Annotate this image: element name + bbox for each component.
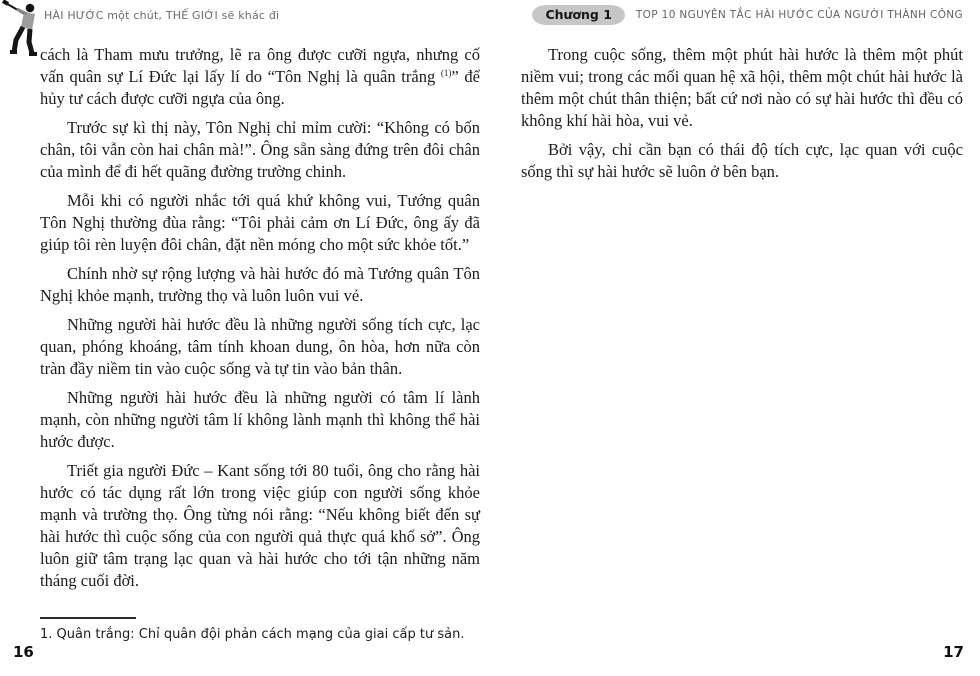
footnote: 1. Quân trắng: Chỉ quân đội phản cách mạng của giai cấp tư sản. xyxy=(40,627,465,642)
paragraph: Những người hài hước đều là những người có tâm lí lành mạnh, còn những người tâm lí không lành mạnh thì không thể hài hước được. xyxy=(40,388,480,451)
paragraph: Mỗi khi có người nhắc tới quá khứ không vui, Tướng quân Tôn Nghị thường đùa rằng: “Tôi phải cảm ơn Lí Đức, ông ấy đã giúp tôi rèn luyện đôi chân, đặt nền móng cho một sức khỏe tốt.” xyxy=(40,191,480,254)
paragraph-text: cách là Tham mưu trưởng, lẽ ra ông được cưỡi ngựa, nhưng cố vấn quân sự Lí Đức lại lấy lí do “Tôn Nghị là quân trắng xyxy=(40,45,480,86)
page-number-right: 17 xyxy=(943,643,964,661)
footnote-rule xyxy=(40,617,136,619)
footnote-marker: (1) xyxy=(440,68,452,78)
page-left-column xyxy=(40,44,480,599)
chapter-badge: Chương 1 xyxy=(532,5,624,25)
paragraph: Triết gia người Đức – Kant sống tới 80 tuổi, ông cho rằng hài hước có tác dụng rất lớn trong việc giúp con người sống khỏe mạnh và trường thọ. Ông từng nói rằng: “Nếu không biết đến sự hài hước thì cuộc sống của con người quả thực quá khổ sở”. Ông luôn giữ tâm trạng lạc quan và hài hước cho tới tận những năm tháng cuối đời. xyxy=(40,461,480,590)
golfer-icon xyxy=(2,0,42,58)
paragraph: Chính nhờ sự rộng lượng và hài hước đó mà Tướng quân Tôn Nghị khỏe mạnh, trường thọ và luôn luôn vui vẻ. xyxy=(40,264,480,305)
paragraph: Trong cuộc sống, thêm một phút hài hước là thêm một phút niềm vui; trong các mối quan hệ xã hội, thêm một chút hài hước là thêm một chút thân thiện; bất cứ nơi nào có sự hài hước thì đều có không khí hài hòa, vui vẻ. xyxy=(521,45,963,130)
page-right-column xyxy=(521,44,963,190)
paragraph-text: ” để hủy tư cách được cưỡi ngựa của ông. xyxy=(40,67,480,108)
left-running-title: HÀI HƯỚC một chút, THẾ GIỚI sẽ khác đi xyxy=(44,9,280,22)
paragraph: Bởi vậy, chỉ cần bạn có thái độ tích cực, lạc quan với cuộc sống thì sự hài hước sẽ luôn ở bên bạn. xyxy=(521,140,963,181)
right-running-title: TOP 10 NGUYÊN TẮC HÀI HƯỚC CỦA NGƯỜI THÀNH CÔNG xyxy=(635,9,963,21)
page-number-left: 16 xyxy=(13,643,34,661)
paragraph-continuation xyxy=(40,44,480,110)
right-running-header xyxy=(532,5,963,25)
paragraph: Trước sự kì thị này, Tôn Nghị chỉ mỉm cười: “Không có bốn chân, tôi vẫn còn hai chân mà!”. Ông sẵn sàng đứng trên đôi chân của mình để đi hết quãng đường trường chinh. xyxy=(40,118,480,181)
paragraph: Những người hài hước đều là những người sống tích cực, lạc quan, phóng khoáng, tâm tính khoan dung, ôn hòa, hơn nữa còn tràn đầy niềm tin vào cuộc sống và tự tin vào bản thân. xyxy=(40,315,480,378)
footnote-block xyxy=(40,617,480,643)
